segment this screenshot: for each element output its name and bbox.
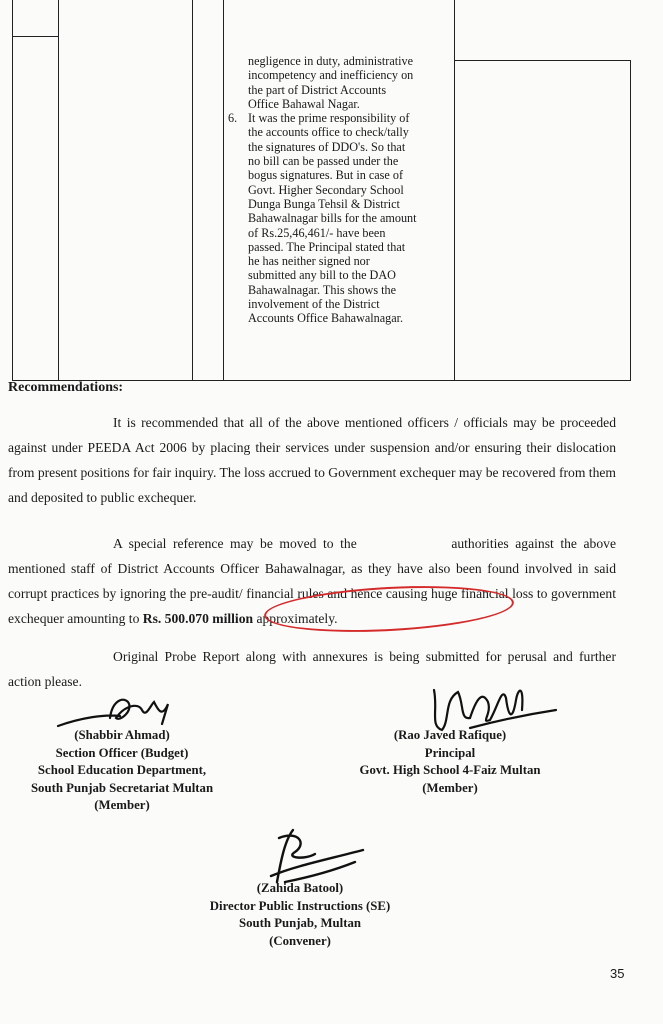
table-line: no bill can be passed under the [248, 154, 399, 169]
signatory-left [4, 727, 240, 815]
recommendation-paragraph-1: It is recommended that all of the above mentioned officers / officials may be proceeded against under PEEDA Act 2006 by placing their services under suspension and/or ensuring their dislocation from present positions for fair inquiry. The loss accrued to Government exchequer may be recovered from them and deposited to public exchequer. [8, 415, 616, 505]
table-border-left [12, 0, 13, 381]
table-line: negligence in duty, administrative [248, 54, 414, 68]
table-line: bogus signatures. But in case of [248, 168, 404, 183]
table-line: the accounts office to check/tally [248, 125, 409, 140]
signatory-department: School Education Department, [37, 763, 207, 777]
signatory-title: Director Public Instructions (SE) [209, 898, 391, 913]
table-line: submitted any bill to the DAO [248, 268, 396, 283]
table-row-line [454, 60, 630, 61]
table-line: Accounts Office Bahawalnagar. [248, 311, 404, 326]
table-divider-2 [192, 0, 193, 381]
table-divider-1 [58, 0, 59, 381]
page-number: 35 [610, 966, 625, 981]
signatory-title: Principal [424, 745, 476, 760]
table-line: passed. The Principal stated that [248, 239, 406, 254]
table-item-6 [228, 111, 444, 325]
recommendation-paragraph-3: Original Probe Report along with annexures is being submitted for perusal and further action please. [8, 649, 616, 689]
signatory-center [170, 880, 430, 950]
signatory-name: (Rao Javed Rafique) [393, 728, 507, 742]
table-line: of Rs.25,46,461/- have been [248, 225, 386, 240]
table-line: incompetency and inefficiency on [248, 68, 414, 83]
table-line: Office Bahawal Nagar. [248, 96, 360, 111]
signatory-office: Govt. High School 4-Faiz Multan [359, 763, 541, 777]
loss-amount: Rs. 500.070 million [142, 611, 254, 626]
signatory-office: South Punjab, Multan [239, 916, 361, 930]
table-line: Bahawalnagar. This shows the [248, 282, 397, 297]
table-line: the signatures of DDO's. So that [248, 139, 406, 154]
signatory-role: (Member) [94, 798, 150, 812]
table-row-line [12, 36, 58, 37]
signatory-name: (Shabbir Ahmad) [74, 728, 170, 742]
signatory-role: (Member) [422, 780, 478, 795]
table-line: Dunga Bunga Tehsil & District [248, 196, 400, 211]
table-divider-3 [223, 0, 224, 381]
table-cell-remarks [228, 54, 444, 326]
signatory-office: South Punjab Secretariat Multan [30, 780, 214, 795]
table-border-right [630, 60, 631, 381]
table-line: Govt. Higher Secondary School [248, 182, 404, 197]
para2-end: approximately. [256, 611, 338, 626]
table-line: he has neither signed nor [248, 254, 370, 269]
table-line: It was the prime responsibility of [248, 111, 410, 126]
table-line: Bahawalnagar bills for the amount [248, 211, 417, 226]
signatory-role: (Convener) [269, 933, 331, 948]
para2-mid: authorities against the above mentioned staff of District Accounts Officer Bahawalnagar, as they have also been found involved in said corrupt practices by ignoring the pre-audit/ financial rules and hence causing huge financial loss to government exchequer amounting to [8, 536, 616, 626]
table-divider-4 [454, 0, 455, 381]
signatory-name: (Zahida Batool) [256, 881, 344, 895]
signatory-title: Section Officer (Budget) [55, 745, 189, 760]
signatory-right [330, 727, 570, 797]
table-line: the part of District Accounts [248, 82, 387, 97]
recommendations-heading: Recommendations: [8, 380, 124, 395]
table-line: involvement of the District [248, 297, 380, 312]
item-number: 6. [228, 111, 238, 126]
para2-start: A special reference may be moved to the [113, 536, 357, 551]
